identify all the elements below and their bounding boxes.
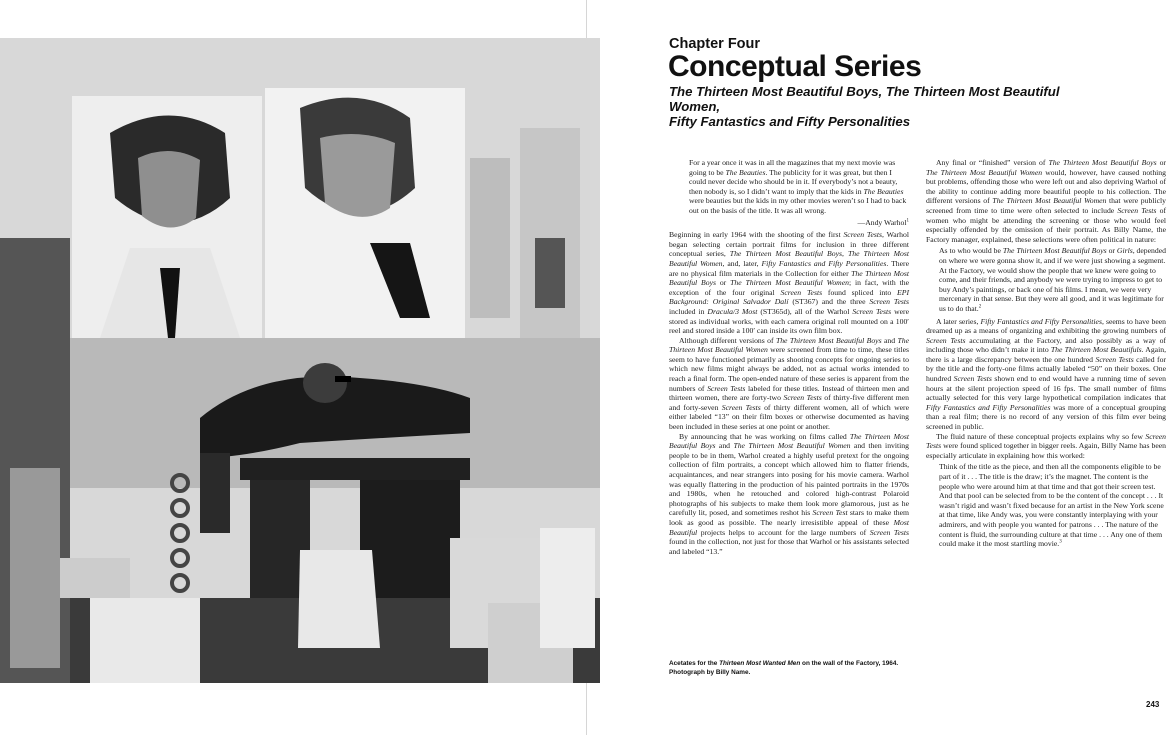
desk (240, 458, 470, 480)
paper-bag (298, 550, 380, 648)
footnote-marker: 2 (978, 304, 982, 310)
chapter-title: Conceptual Series (668, 50, 922, 83)
body-paragraph: Although different versions of The Thirteen Most Beautiful Boys and The Thirteen Most Beautiful Women were screened from time to time, these titles seem to have functioned primarily as shooting concepts for ongoing series to which new films might always be added, not as actual works intended to reach a final form. The open-ended nature of these series is apparent from the numbers of Screen Tests labeled for these titles. Instead of thirteen men and thirteen women, there are forty-two Screen Tests of thirty-five different men and forty-seven Screen Tests of thirty different women, all of which were either labeled “13” on their film boxes or otherwise documented as having been included in these series at one point or another. (669, 335, 910, 432)
block-quote: Think of the title as the piece, and then all the components eligible to be part of it . . . The title is the draw; it’s the magnet. The content is the people who were around him at that time and that got their screen test. And that pool can be selected from to be the content of the concept . . . It wasn’t rigid and wasn’t fixed because for an artist in the New York scene at that time, like Andy was, you were constantly interplaying with your admirers, and with people you wanted for patrons . . . The nature of the content is fluid, the surrounding culture at that time . . . Any one of them could make it the most startling movie.$^3$ (939, 462, 1164, 549)
caption-credit: Photograph by Billy Name. (669, 669, 751, 676)
equipment-cart (90, 598, 200, 683)
chapter-subtitle-line: The Thirteen Most Beautiful Boys, The Thirteen Most Beautiful Women, (669, 84, 1060, 114)
caption-text: on the wall of the Factory, 1964. (800, 660, 899, 667)
footnote-marker: 3 (1059, 539, 1062, 545)
footnote-marker: 1 (906, 218, 909, 223)
epigraph: For a year once it was in all the magazines that my next movie was going to be The Beauties. The publicity for it was great, but then I could never decide who should be in it. If everybody’s not a beauty, then nobody is, so I didn’t want to imply that the kids in The Beauties were beauties but the kids in my other movies weren’t so I had to back out on the basis of the title. It was all wrong. (689, 158, 907, 215)
factory-photograph (0, 38, 600, 683)
body-paragraph: Beginning in early 1964 with the shooting of the first Screen Tests, Warhol began selecting certain portrait films for inclusion in three different conceptual series, The Thirteen Most Beautiful Boys, The Thirteen Most Beautiful Women, and, later, Fifty Fantastics and Fifty Personalities. There are no physical film materials in the Collection for either The Thirteen Most Beautiful Boys or The Thirteen Most Beautiful Women; in fact, with the exception of the four original Screen Tests found spliced into EPI Background: Original Salvador Dalí (ST367) and the three Screen Tests included in Dracula/3 Most (ST365d), all of the Warhol Screen Tests were stored as individual works, with each camera original roll mounted on a 100′ reel and stored inside a 100′ can inside its own film box. (669, 230, 910, 336)
chapter-subtitle (669, 84, 1109, 129)
epigraph-attribution: —Andy Warhol$^1$ (857, 217, 909, 227)
caption-text: Acetates for the (669, 660, 720, 667)
chapter-subtitle-line: Fifty Fantastics and Fifty Personalities (669, 114, 911, 129)
text-column-left (669, 158, 909, 556)
body-paragraph: A later series, Fifty Fantastics and Fifty Personalities, seems to have been dreamed up as a means of organizing and exhibiting the growing numbers of Screen Tests accumulating at the Factory, and also possibly as a way of including those who didn’t make it into The Thirteen Most Beautifuls. Again, there is a large discrepancy between the one hundred Screen Tests called for by the title and the forty-one films actually labeled “50” on their boxes. One hundred Screen Tests shown end to end would have a running time of seven hours at the silent projection speed of 16 fps. The small number of films actually selected for this very large hypothetical compilation indicates that Fifty Fantastics and Fifty Personalities was more of a conceptual grouping than a real film; there is no record of any version of this film ever being screened in public. (926, 316, 1166, 432)
block-quote: As to who would be The Thirteen Most Beautiful Boys or Girls, depended on where we were gonna show it, and if we were just showing a segment. At the Factory, we would show the people that we knew were going to come, and their friends, and anybody we were trying to impress to get to buy Andy’s paintings, or back one of his films. I mean, we were very mercenary in that sense. But they were all good, and it was legitimate for us to do that.$^2$ (939, 246, 1167, 313)
photo-caption (669, 659, 989, 677)
body-paragraph: Any final or “finished” version of The Thirteen Most Beautiful Boys or The Thirteen Most Beautiful Women would, however, have caused nothing but problems, offending those who were left out and also depriving Warhol of the ability to continue adding more beautiful people to his collection. The different versions of The Thirteen Most Beautiful Women that were publicly screened from time to time were often selected to include Screen Tests of women who might be attending the screening or those who would feel especially offended by the omission of their portrait. As Billy Name, the Factory manager, explained, these selections were often political in nature: (926, 158, 1166, 244)
text-column-right (926, 158, 1166, 552)
body-paragraph: The fluid nature of these conceptual projects explains why so few Screen Tests were found spliced together in bigger reels. Again, Billy Name has been especially articulate in explaining how this worked: (926, 431, 1166, 460)
chapter-label: Chapter Four (669, 36, 761, 52)
page-number: 243 (1146, 700, 1160, 709)
caption-title: Thirteen Most Wanted Men (719, 660, 801, 667)
body-paragraph: By announcing that he was working on films called The Thirteen Most Beautiful Boys and The Thirteen Most Beautiful Women and then inviting people to be in them, Warhol created a highly useful pretext for the ongoing collection of film portraits, a concept which allowed him to flatter friends, acquaintances, and near strangers into posing for his movie camera. Warhol was equally flattering in the production of his painted portraits in the 1970s and 1980s, when he retouched and colored high-contrast Polaroid photographs of his subjects to make them look more glamorous, just as he carefully lit, posed, and sometimes reshot his Screen Test stars to make them look as good as possible. The nearly irresistible appeal of these Most Beautiful projects helps to account for the large numbers of Screen Tests found in the collection, not just for those that Warhol or his assistants selected and labeled “13.” (669, 431, 910, 556)
